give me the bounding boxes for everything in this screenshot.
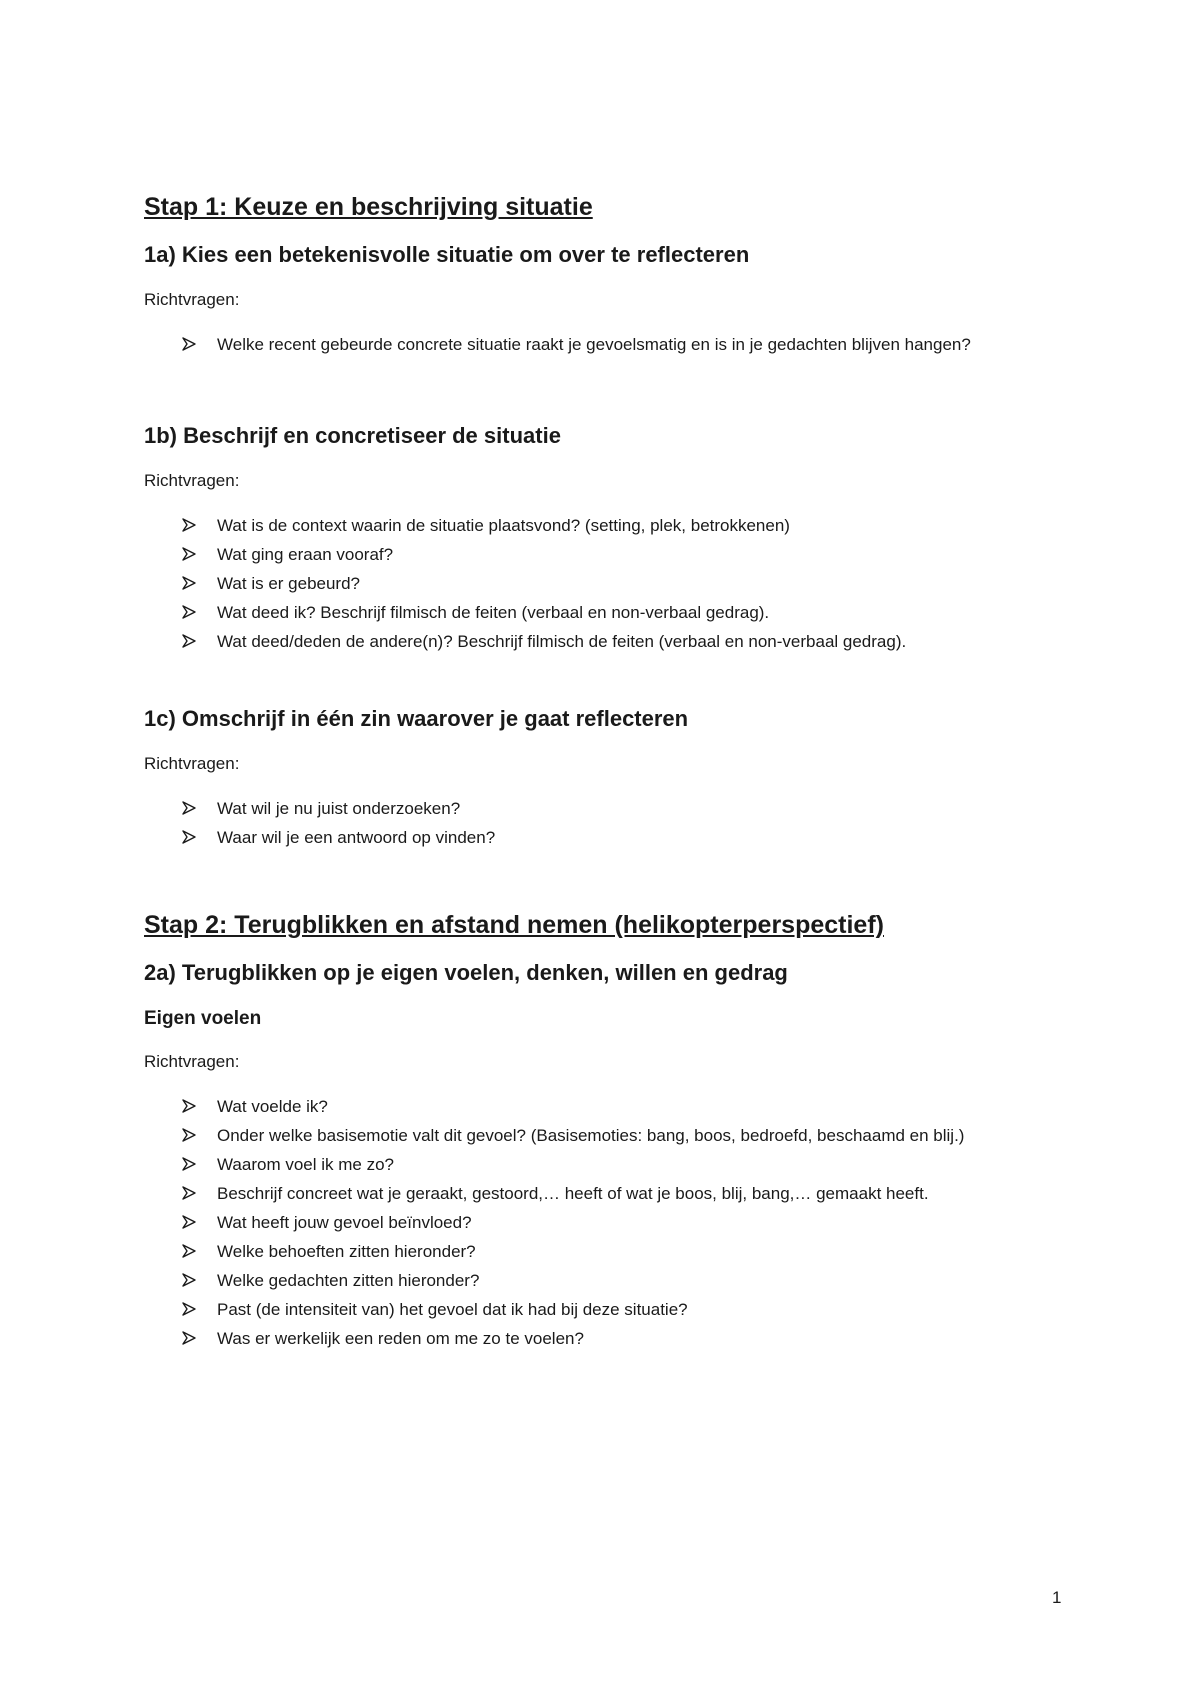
list-item bbox=[144, 627, 1064, 656]
arrowhead-bullet-icon bbox=[182, 830, 196, 844]
list-item bbox=[144, 540, 1064, 569]
list-item bbox=[144, 823, 1064, 852]
list-item bbox=[144, 1179, 1064, 1208]
list-item bbox=[144, 1208, 1064, 1237]
list-item bbox=[144, 1092, 1064, 1121]
subsection-heading-1b: 1b) Beschrijf en concretiseer de situatie bbox=[144, 423, 561, 448]
arrowhead-bullet-icon bbox=[182, 1244, 196, 1258]
list-item-text: Wat is de context waarin de situatie plaatsvond? (setting, plek, betrokkenen) bbox=[217, 516, 790, 535]
arrowhead-bullet-icon bbox=[182, 1157, 196, 1171]
list-item-text: Welke recent gebeurde concrete situatie raakt je gevoelsmatig en is in je gedachten blijven hangen? bbox=[217, 335, 971, 354]
question-list-1b bbox=[144, 511, 1064, 656]
question-list-2a bbox=[144, 1092, 1064, 1353]
list-item bbox=[144, 1266, 1064, 1295]
arrowhead-bullet-icon bbox=[182, 518, 196, 532]
richtvragen-label-1c: Richtvragen: bbox=[144, 754, 240, 773]
richtvragen-label-2a: Richtvragen: bbox=[144, 1052, 240, 1071]
subsection-heading-1a: 1a) Kies een betekenisvolle situatie om over te reflecteren bbox=[144, 242, 750, 267]
list-item bbox=[144, 511, 1064, 540]
list-item bbox=[144, 330, 1064, 359]
list-item-text: Onder welke basisemotie valt dit gevoel? (Basisemoties: bang, boos, bedroefd, beschaamd en blij.) bbox=[217, 1126, 965, 1145]
arrowhead-bullet-icon bbox=[182, 605, 196, 619]
list-item-text: Wat heeft jouw gevoel beïnvloed? bbox=[217, 1213, 472, 1232]
section-title-stap-1: Stap 1: Keuze en beschrijving situatie bbox=[144, 193, 593, 221]
subsection-heading-1c: 1c) Omschrijf in één zin waarover je gaat reflecteren bbox=[144, 706, 689, 731]
subsection-heading-2a: 2a) Terugblikken op je eigen voelen, denken, willen en gedrag bbox=[144, 960, 788, 985]
list-item bbox=[144, 1237, 1064, 1266]
list-item-text: Wat deed/deden de andere(n)? Beschrijf filmisch de feiten (verbaal en non-verbaal gedrag). bbox=[217, 632, 907, 651]
list-item bbox=[144, 1121, 1064, 1150]
list-item-text: Wat ging eraan vooraf? bbox=[217, 545, 394, 564]
document-content bbox=[144, 190, 1064, 1353]
arrowhead-bullet-icon bbox=[182, 634, 196, 648]
list-item bbox=[144, 1150, 1064, 1179]
arrowhead-bullet-icon bbox=[182, 1273, 196, 1287]
list-item bbox=[144, 794, 1064, 823]
list-item-text: Wat voelde ik? bbox=[217, 1097, 328, 1116]
section-title-stap-2: Stap 2: Terugblikken en afstand nemen (helikopterperspectief) bbox=[144, 911, 884, 939]
list-item-text: Wat wil je nu juist onderzoeken? bbox=[217, 799, 461, 818]
arrowhead-bullet-icon bbox=[182, 1302, 196, 1316]
arrowhead-bullet-icon bbox=[182, 801, 196, 815]
list-item bbox=[144, 1324, 1064, 1353]
list-item-text: Waarom voel ik me zo? bbox=[217, 1155, 394, 1174]
arrowhead-bullet-icon bbox=[182, 1099, 196, 1113]
question-list-1c bbox=[144, 794, 1064, 852]
arrowhead-bullet-icon bbox=[182, 576, 196, 590]
arrowhead-bullet-icon bbox=[182, 1331, 196, 1345]
arrowhead-bullet-icon bbox=[182, 337, 196, 351]
richtvragen-label-1a: Richtvragen: bbox=[144, 290, 240, 309]
list-item-text: Wat deed ik? Beschrijf filmisch de feiten (verbaal en non-verbaal gedrag). bbox=[217, 603, 770, 622]
list-item-text: Was er werkelijk een reden om me zo te voelen? bbox=[217, 1329, 584, 1348]
list-item bbox=[144, 1295, 1064, 1324]
list-item-text: Beschrijf concreet wat je geraakt, gestoord,… heeft of wat je boos, blij, bang,… gemaakt heeft. bbox=[217, 1184, 929, 1203]
arrowhead-bullet-icon bbox=[182, 1186, 196, 1200]
list-item-text: Wat is er gebeurd? bbox=[217, 574, 360, 593]
list-item-text: Waar wil je een antwoord op vinden? bbox=[217, 828, 496, 847]
page-number: 1 bbox=[1052, 1588, 1062, 1607]
list-item-text: Welke behoeften zitten hieronder? bbox=[217, 1242, 476, 1261]
list-item bbox=[144, 598, 1064, 627]
subheading-eigen-voelen: Eigen voelen bbox=[144, 1008, 262, 1029]
richtvragen-label-1b: Richtvragen: bbox=[144, 471, 240, 490]
question-list-1a bbox=[144, 330, 1064, 359]
list-item-text: Welke gedachten zitten hieronder? bbox=[217, 1271, 480, 1290]
arrowhead-bullet-icon bbox=[182, 1128, 196, 1142]
list-item bbox=[144, 569, 1064, 598]
list-item-text: Past (de intensiteit van) het gevoel dat ik had bij deze situatie? bbox=[217, 1300, 688, 1319]
arrowhead-bullet-icon bbox=[182, 1215, 196, 1229]
arrowhead-bullet-icon bbox=[182, 547, 196, 561]
